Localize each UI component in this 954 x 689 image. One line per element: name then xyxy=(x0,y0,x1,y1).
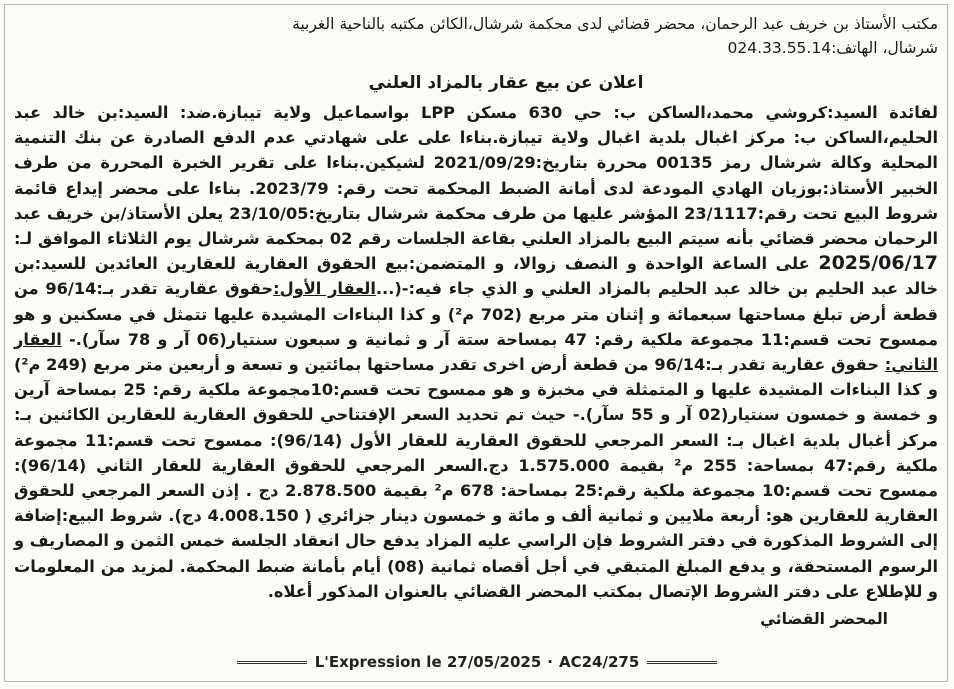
property-2-label: العقار الثاني: xyxy=(14,329,939,375)
property-1-label: العقار الأول: xyxy=(273,279,376,299)
sale-time: على الساعة الواحدة و النصف زوالا، و المتضمن: xyxy=(408,254,810,274)
office-header: مكتب الأستاذ بن خريف عبد الرحمان، محضر قضائي لدى محكمة شرشال،الكائن مكتبه بالناحية الغربية xyxy=(292,15,938,33)
footer-rule-right xyxy=(647,661,717,664)
p2-text: بيع الحقوق العقارية للعقارين العائدين للسيد:بن خالد عبد الحليم بن خالد عبد الحليم بالمزاد العلني و الذي جاء فيه:-(... xyxy=(14,254,938,299)
sale-day: الثلاثاء الموافق لـ: xyxy=(14,229,158,249)
creditor-name: كروشي محمد، xyxy=(705,103,828,122)
signature: المحضر القضائي xyxy=(760,610,888,629)
publication-ref: AC24/275 xyxy=(559,653,640,671)
property-2-text: حقوق عقارية تقدر بـ:96/14 من قطعة أرض اخرى تقدر مساحتها بمائتين و تسعة و أربعين متر مربع (249 م²) و كذا البناءات المشيدة عليها و المتمثلة في مخبزة و هو ممسوح تحت قسم:10مجموعة ملكية رقم: 25 بمساحة آرين و خمسة و خمسون سنتيار(02 آر و 55 سآر).- حيث تم تحديد السعر الإفتتاحي xyxy=(14,355,938,425)
debtor-name: السيد:بن خالد عبد الحليم، xyxy=(14,103,938,148)
price-heading-2: للحقوق العقارية للعقارين xyxy=(14,481,939,526)
price-total: هو: أربعة ملايين و ثمانية ألف و مائة و خمسون دينار جزائري ( 4.008.150 دج). xyxy=(162,506,800,526)
notice-body xyxy=(14,100,938,604)
property-1-text: حقوق عقارية تقدر بـ:96/14 من قطعة أرض تبلغ مساحتها سبعمائة و إثنان متر مربع (702 م²) و كذا البناءات المشيدة عليها تتمثل في مسكنين و هو ممسوح تحت قسم:11 مجموعة ملكية رقم: 47 بمساحة ستة آر و ثمانية و سبعون سنتيار(06 آر و 78 سآر).- xyxy=(14,279,939,349)
notice-title: اعلان عن بيع عقار بالمزاد العلني xyxy=(368,73,644,93)
price-text: مركز أغبال بلدية اغبال بـ: السعر المرجعي للحقوق العقارية للعقار الأول (96/14): ممسوح تحت قسم:11 مجموعة ملكية رقم:47 بمساحة: 255 م² بقيمة 1.575.000 دج.السعر المرجعي للحقوق العقارية للعقار الثاني (96/14): ممسوح تحت قسم:10 مجموعة ملكية رقم:25 بمساحة: 678 م² بقيمة 2.878.500 دج . إذن السعر المرجعي xyxy=(14,430,939,501)
conditions-bold: بأمانة ضبط المحكمة. xyxy=(179,556,346,576)
closing-text: لمزيد من المعلومات و للإطلاع على دفتر الشروط الإتصال بمكتب المحضر القضائي بالعنوان المذكور أعلاه. xyxy=(14,556,938,601)
conditions-label: شروط البيع: xyxy=(61,506,163,526)
publication-footer xyxy=(0,652,954,672)
p1-rest: الساكن ب: مركز اغبال بلدية اغبال ولاية تيبازة.بناءا على على شهادتي عدم الدفع الصادرة عن بنك التنمية المحلية وكالة شرشال رمز 00135 محررة بتاريخ:2021/09/29 لشيكين.بناءا على تقرير الخبرة المحررة من طرف الخبير الأستاذ:بوزيان الهادي المودعة لدى أمانة الضبط المحكمة تحت رقم: 2023/79. بناءا على محضر إيداع قائمة شروط البيع تحت رقم:23/1117 المؤشر عليها من طرف محكمة شرشال بتاريخ:23/10/05 يعلن الأستاذ/بن خريف عبد الرحمان محضر قضائي بأنه سيتم البيع بالمزاد العلني بقاعة الجلسات رقم 02 بمحكمة شرشال يوم xyxy=(14,128,938,249)
office-phone: شرشال، الهاتف:024.33.55.14 xyxy=(727,39,938,57)
footer-rule-left xyxy=(237,661,307,664)
sale-date: 2025/06/17 xyxy=(818,252,938,275)
p1-mid: الساكن ب: حي 630 مسكن LPP بواسماعيل ولاية تيبازة.ضد: xyxy=(168,103,706,122)
price-heading: للحقوق العقارية للعقارين الكائنين بـ: xyxy=(14,405,314,425)
footer-separator: · xyxy=(547,653,553,671)
notice-document xyxy=(14,12,938,630)
p1-prefix: لفائدة السيد: xyxy=(827,103,938,122)
publication-info: L'Expression le 27/05/2025 xyxy=(314,653,542,671)
conditions-text: إضافة إلى الشروط المذكورة في دفتر الشروط فإن الراسي عليه المزاد يدفع حال انعقاد الجلسة خمس الثمن و المصاريف و الرسوم المستحقة، و يدفع المبلغ المتبقي في أجل أقصاه ثمانية (08) أيام xyxy=(14,506,938,576)
